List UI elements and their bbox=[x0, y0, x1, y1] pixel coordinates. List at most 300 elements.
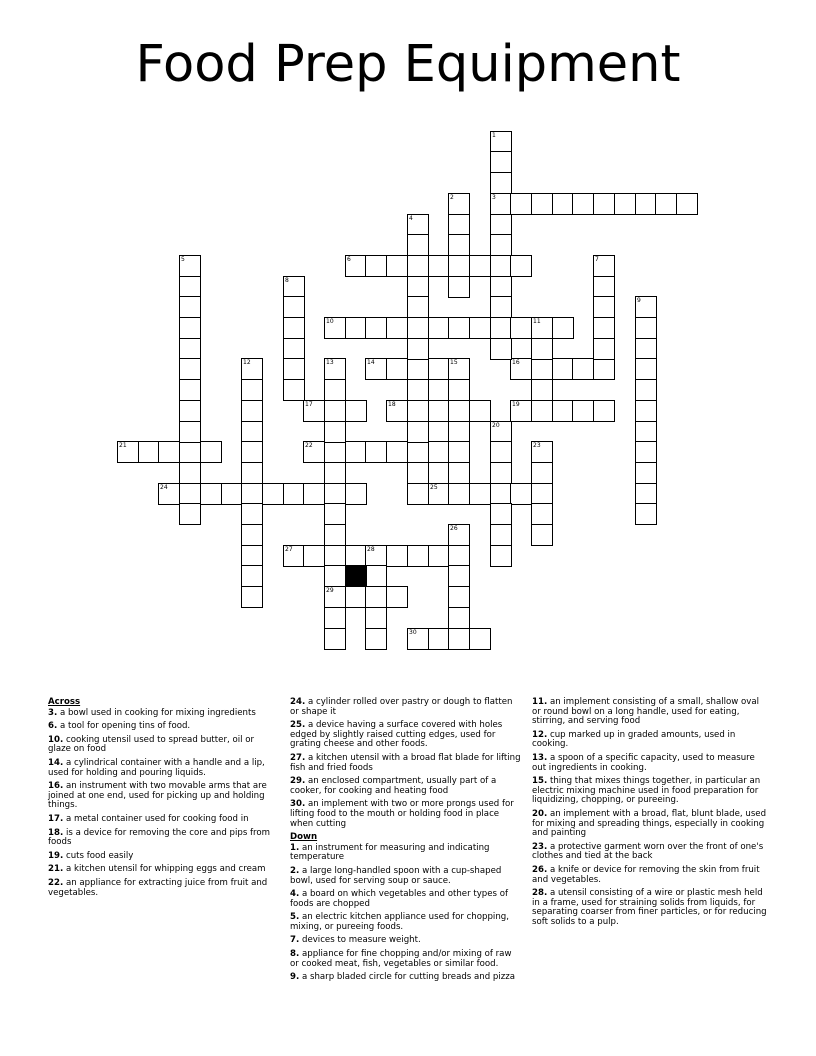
grid-cell[interactable] bbox=[593, 317, 615, 339]
down-clue bbox=[532, 843, 768, 862]
clue-number: 5. bbox=[290, 912, 300, 923]
down-clue bbox=[290, 913, 522, 932]
grid-cell[interactable] bbox=[407, 441, 429, 463]
clue-text: appliance for fine chopping and/or mixing of raw or cooked meat, fish, vegetables or similar food. bbox=[290, 949, 512, 969]
grid-cell[interactable] bbox=[448, 193, 470, 215]
grid-cell[interactable] bbox=[469, 255, 491, 277]
cell-number: 2 bbox=[450, 194, 454, 201]
grid-cell[interactable] bbox=[241, 524, 263, 546]
clues-column-1 bbox=[48, 698, 278, 902]
grid-cell[interactable] bbox=[448, 317, 470, 339]
grid-cell[interactable] bbox=[635, 400, 657, 422]
clue-number: 13. bbox=[532, 752, 548, 763]
cell-number: 11 bbox=[533, 318, 541, 325]
clue-number: 14. bbox=[48, 757, 64, 768]
grid-cell[interactable] bbox=[531, 317, 553, 339]
grid-cell[interactable] bbox=[510, 483, 532, 505]
grid-cell[interactable] bbox=[490, 483, 512, 505]
grid-cell[interactable] bbox=[490, 255, 512, 277]
grid-cell[interactable] bbox=[635, 296, 657, 318]
down-clue bbox=[290, 844, 522, 863]
grid-cell[interactable] bbox=[179, 400, 201, 422]
grid-cell[interactable] bbox=[448, 358, 470, 380]
clue-text: an enclosed compartment, usually part of a cooker, for cooking and heating food bbox=[290, 776, 497, 796]
grid-cell[interactable] bbox=[283, 358, 305, 380]
clue-text: an instrument for measuring and indicating temperature bbox=[290, 842, 490, 863]
grid-cell[interactable] bbox=[241, 400, 263, 422]
grid-cell[interactable] bbox=[572, 193, 594, 215]
grid-cell[interactable] bbox=[345, 441, 367, 463]
grid-cell[interactable] bbox=[614, 193, 636, 215]
down-clue bbox=[290, 867, 522, 886]
clue-text: thing that mixes things together, in particular an electric mixing machine used in food preparation for liquidizing, chopping, or pureeing. bbox=[532, 776, 761, 806]
grid-cell[interactable] bbox=[448, 421, 470, 443]
grid-cell[interactable] bbox=[241, 483, 263, 505]
grid-cell[interactable] bbox=[490, 214, 512, 236]
down-clue-list-1 bbox=[290, 844, 522, 983]
grid-cell[interactable] bbox=[531, 524, 553, 546]
grid-cell[interactable] bbox=[531, 503, 553, 525]
grid-cell[interactable] bbox=[510, 193, 532, 215]
grid-cell[interactable] bbox=[303, 400, 325, 422]
grid-cell[interactable] bbox=[428, 545, 450, 567]
clue-text: cooking utensil used to spread butter, oil or glaze on food bbox=[48, 734, 254, 755]
cell-number: 7 bbox=[595, 256, 599, 263]
grid-cell[interactable] bbox=[490, 193, 512, 215]
clue-text: a metal container used for cooking food in bbox=[65, 813, 249, 824]
down-clue bbox=[532, 866, 768, 885]
grid-cell[interactable] bbox=[428, 255, 450, 277]
grid-cell[interactable] bbox=[158, 441, 180, 463]
across-clue bbox=[290, 698, 522, 717]
grid-cell[interactable] bbox=[531, 379, 553, 401]
grid-cell[interactable] bbox=[365, 565, 387, 587]
cell-number: 22 bbox=[305, 442, 313, 449]
grid-cell[interactable] bbox=[635, 421, 657, 443]
grid-cell[interactable] bbox=[283, 276, 305, 298]
clue-number: 12. bbox=[532, 729, 548, 740]
grid-cell[interactable] bbox=[552, 400, 574, 422]
grid-cell[interactable] bbox=[283, 338, 305, 360]
grid-cell[interactable] bbox=[490, 462, 512, 484]
grid-cell[interactable] bbox=[365, 441, 387, 463]
grid-cell[interactable] bbox=[345, 400, 367, 422]
grid-cell[interactable] bbox=[365, 317, 387, 339]
cell-number: 18 bbox=[388, 401, 396, 408]
cell-number: 29 bbox=[326, 587, 334, 594]
clue-text: a protective garment worn over the front of one's clothes and tied at the back bbox=[532, 841, 764, 862]
grid-cell[interactable] bbox=[324, 524, 346, 546]
clue-text: devices to measure weight. bbox=[301, 935, 421, 946]
grid-cell[interactable] bbox=[386, 586, 408, 608]
grid-cell[interactable] bbox=[365, 628, 387, 650]
clue-number: 22. bbox=[48, 877, 64, 888]
grid-cell[interactable] bbox=[448, 234, 470, 256]
grid-cell[interactable] bbox=[241, 462, 263, 484]
grid-cell[interactable] bbox=[531, 338, 553, 360]
grid-cell[interactable] bbox=[635, 338, 657, 360]
down-heading: Down bbox=[290, 832, 318, 843]
clue-number: 23. bbox=[532, 841, 548, 852]
grid-cell[interactable] bbox=[572, 358, 594, 380]
grid-cell[interactable] bbox=[593, 296, 615, 318]
across-clue bbox=[48, 722, 278, 732]
clue-number: 30. bbox=[290, 799, 306, 810]
grid-cell[interactable] bbox=[407, 317, 429, 339]
grid-cell[interactable] bbox=[552, 358, 574, 380]
across-clue bbox=[48, 815, 278, 825]
grid-cell[interactable] bbox=[428, 483, 450, 505]
clues-column-3 bbox=[532, 698, 768, 931]
grid-cell[interactable] bbox=[365, 255, 387, 277]
grid-cell[interactable] bbox=[179, 483, 201, 505]
cell-number: 19 bbox=[512, 401, 520, 408]
grid-cell[interactable] bbox=[179, 358, 201, 380]
grid-cell[interactable] bbox=[345, 545, 367, 567]
grid-cell[interactable] bbox=[324, 317, 346, 339]
grid-cell[interactable] bbox=[510, 255, 532, 277]
down-clue bbox=[290, 973, 522, 983]
grid-cell[interactable] bbox=[448, 400, 470, 422]
grid-cell[interactable] bbox=[407, 338, 429, 360]
clue-text: an instrument with two movable arms that are joined at one end, used for picking up and holding things. bbox=[48, 781, 267, 811]
grid-cell[interactable] bbox=[531, 483, 553, 505]
grid-cell[interactable] bbox=[428, 400, 450, 422]
grid-cell[interactable] bbox=[386, 255, 408, 277]
cell-number: 5 bbox=[181, 256, 185, 263]
grid-cell[interactable] bbox=[407, 462, 429, 484]
across-clue bbox=[48, 865, 278, 875]
grid-cell[interactable] bbox=[179, 421, 201, 443]
grid-cell[interactable] bbox=[407, 628, 429, 650]
grid-cell[interactable] bbox=[386, 441, 408, 463]
cell-number: 1 bbox=[492, 132, 496, 139]
grid-cell[interactable] bbox=[635, 462, 657, 484]
grid-cell[interactable] bbox=[345, 317, 367, 339]
grid-cell[interactable] bbox=[448, 565, 470, 587]
grid-cell[interactable] bbox=[179, 503, 201, 525]
down-clue bbox=[290, 890, 522, 909]
cell-number: 13 bbox=[326, 359, 334, 366]
clue-number: 9. bbox=[290, 972, 300, 983]
grid-cell[interactable] bbox=[241, 565, 263, 587]
clue-text: an implement with a broad, flat, blunt blade, used for mixing and spreading things, especially in cooking and painting bbox=[532, 808, 767, 839]
grid-cell[interactable] bbox=[676, 193, 698, 215]
grid-cell[interactable] bbox=[365, 586, 387, 608]
grid-cell[interactable] bbox=[635, 379, 657, 401]
grid-cell[interactable] bbox=[283, 379, 305, 401]
grid-cell[interactable] bbox=[531, 441, 553, 463]
down-clue bbox=[290, 950, 522, 969]
grid-cell[interactable] bbox=[365, 545, 387, 567]
cell-number: 9 bbox=[637, 297, 641, 304]
grid-cell[interactable] bbox=[635, 503, 657, 525]
grid-cell[interactable] bbox=[407, 234, 429, 256]
cell-number: 10 bbox=[326, 318, 334, 325]
clue-number: 10. bbox=[48, 734, 64, 745]
clue-text: an electric kitchen appliance used for chopping, mixing, or pureeing foods. bbox=[290, 912, 509, 932]
across-clue bbox=[290, 721, 522, 750]
grid-cell[interactable] bbox=[635, 317, 657, 339]
clue-text: an implement consisting of a small, shallow oval or round bowl on a long handle, used for eating, stirring, and serving food bbox=[532, 697, 760, 727]
clue-text: a tool for opening tins of food. bbox=[59, 721, 191, 732]
grid-cell[interactable] bbox=[490, 234, 512, 256]
grid-cell[interactable] bbox=[407, 255, 429, 277]
clue-number: 2. bbox=[290, 865, 300, 876]
grid-cell[interactable] bbox=[241, 586, 263, 608]
grid-cell[interactable] bbox=[324, 503, 346, 525]
grid-cell[interactable] bbox=[593, 400, 615, 422]
cell-number: 14 bbox=[367, 359, 375, 366]
grid-cell[interactable] bbox=[490, 421, 512, 443]
grid-cell[interactable] bbox=[448, 628, 470, 650]
cell-number: 12 bbox=[243, 359, 251, 366]
grid-cell[interactable] bbox=[490, 131, 512, 153]
grid-cell[interactable] bbox=[448, 607, 470, 629]
grid-cell[interactable] bbox=[324, 379, 346, 401]
clue-number: 28. bbox=[532, 888, 548, 899]
grid-cell[interactable] bbox=[490, 317, 512, 339]
grid-cell[interactable] bbox=[158, 483, 180, 505]
grid-cell[interactable] bbox=[179, 441, 201, 463]
grid-cell[interactable] bbox=[407, 358, 429, 380]
cell-number: 23 bbox=[533, 442, 541, 449]
clue-number: 17. bbox=[48, 813, 64, 824]
across-clue bbox=[48, 759, 278, 778]
grid-cell[interactable] bbox=[200, 483, 222, 505]
clue-number: 21. bbox=[48, 864, 64, 875]
clue-number: 26. bbox=[532, 864, 548, 875]
grid-cell[interactable] bbox=[593, 255, 615, 277]
grid-cell[interactable] bbox=[490, 545, 512, 567]
across-clue-list-2 bbox=[290, 698, 522, 829]
grid-cell[interactable] bbox=[386, 545, 408, 567]
grid-cell[interactable] bbox=[345, 483, 367, 505]
grid-cell[interactable] bbox=[179, 379, 201, 401]
clue-text: a large long-handled spoon with a cup-shaped bowl, used for serving soup or sauce. bbox=[290, 865, 502, 886]
grid-cell[interactable] bbox=[179, 462, 201, 484]
grid-cell[interactable] bbox=[345, 586, 367, 608]
grid-cell[interactable] bbox=[241, 421, 263, 443]
grid-cell[interactable] bbox=[572, 400, 594, 422]
grid-cell[interactable] bbox=[448, 483, 470, 505]
grid-cell[interactable] bbox=[407, 214, 429, 236]
grid-cell[interactable] bbox=[490, 151, 512, 173]
grid-cell[interactable] bbox=[490, 503, 512, 525]
across-clue bbox=[48, 782, 278, 811]
across-clue bbox=[290, 777, 522, 796]
grid-cell[interactable] bbox=[386, 400, 408, 422]
grid-cell[interactable] bbox=[303, 483, 325, 505]
grid-cell[interactable] bbox=[469, 483, 491, 505]
grid-cell[interactable] bbox=[490, 338, 512, 360]
grid-cell[interactable] bbox=[593, 338, 615, 360]
grid-cell[interactable] bbox=[283, 317, 305, 339]
grid-cell[interactable] bbox=[241, 441, 263, 463]
grid-cell[interactable] bbox=[490, 296, 512, 318]
down-clue bbox=[290, 936, 522, 946]
grid-cell[interactable] bbox=[635, 358, 657, 380]
grid-cell[interactable] bbox=[448, 462, 470, 484]
grid-cell[interactable] bbox=[283, 483, 305, 505]
grid-cell[interactable] bbox=[448, 379, 470, 401]
clue-number: 3. bbox=[48, 707, 58, 718]
grid-cell[interactable] bbox=[635, 483, 657, 505]
grid-cell[interactable] bbox=[593, 193, 615, 215]
clue-text: cup marked up in graded amounts, used in cooking. bbox=[532, 729, 736, 750]
grid-cell[interactable] bbox=[324, 441, 346, 463]
clue-text: a cylindrical container with a handle and a lip, used for holding and pouring liquids. bbox=[48, 757, 265, 778]
down-clue bbox=[532, 698, 768, 727]
grid-cell[interactable] bbox=[179, 338, 201, 360]
clue-text: a board on which vegetables and other types of foods are chopped bbox=[290, 889, 509, 909]
grid-cell[interactable] bbox=[531, 193, 553, 215]
grid-cell[interactable] bbox=[324, 421, 346, 443]
grid-cell[interactable] bbox=[407, 276, 429, 298]
grid-cell[interactable] bbox=[221, 483, 243, 505]
clue-text: a spoon of a specific capacity, used to measure out ingredients in cooking. bbox=[532, 752, 755, 773]
grid-cell[interactable] bbox=[324, 462, 346, 484]
down-clue bbox=[532, 810, 768, 839]
grid-cell[interactable] bbox=[469, 628, 491, 650]
cell-number: 24 bbox=[160, 484, 168, 491]
across-clue bbox=[48, 736, 278, 755]
grid-cell[interactable] bbox=[241, 503, 263, 525]
clue-number: 25. bbox=[290, 720, 306, 731]
grid-cell[interactable] bbox=[490, 276, 512, 298]
grid-cell[interactable] bbox=[283, 296, 305, 318]
grid-cell[interactable] bbox=[138, 441, 160, 463]
grid-cell[interactable] bbox=[283, 545, 305, 567]
grid-cell[interactable] bbox=[241, 358, 263, 380]
across-clue bbox=[290, 754, 522, 773]
grid-cell[interactable] bbox=[593, 276, 615, 298]
grid-cell[interactable] bbox=[552, 317, 574, 339]
grid-cell[interactable] bbox=[324, 483, 346, 505]
grid-cell[interactable] bbox=[179, 276, 201, 298]
clue-number: 11. bbox=[532, 697, 548, 707]
grid-cell[interactable] bbox=[407, 400, 429, 422]
down-clue bbox=[532, 777, 768, 806]
grid-cell[interactable] bbox=[531, 400, 553, 422]
clue-number: 27. bbox=[290, 752, 306, 763]
grid-cell[interactable] bbox=[635, 193, 657, 215]
grid-cell[interactable] bbox=[593, 358, 615, 380]
grid-cell[interactable] bbox=[510, 317, 532, 339]
grid-cell[interactable] bbox=[324, 358, 346, 380]
clue-text: a sharp bladed circle for cutting breads and pizza bbox=[301, 972, 516, 983]
grid-cell[interactable] bbox=[448, 586, 470, 608]
grid-cell[interactable] bbox=[510, 400, 532, 422]
cell-number: 27 bbox=[285, 546, 293, 553]
clue-text: cuts food easily bbox=[65, 850, 134, 861]
grid-cell[interactable] bbox=[490, 441, 512, 463]
grid-cell[interactable] bbox=[510, 358, 532, 380]
clue-number: 20. bbox=[532, 808, 548, 819]
grid-cell[interactable] bbox=[179, 296, 201, 318]
grid-cell[interactable] bbox=[324, 400, 346, 422]
clue-number: 29. bbox=[290, 776, 306, 787]
puzzle-title: Food Prep Equipment bbox=[135, 35, 681, 94]
grid-cell[interactable] bbox=[303, 441, 325, 463]
down-clue bbox=[532, 754, 768, 773]
cell-number: 20 bbox=[492, 422, 500, 429]
clue-number: 18. bbox=[48, 827, 64, 838]
grid-cell[interactable] bbox=[386, 317, 408, 339]
grid-cell[interactable] bbox=[448, 214, 470, 236]
clue-text: a bowl used in cooking for mixing ingredients bbox=[59, 707, 256, 718]
grid-cell[interactable] bbox=[324, 628, 346, 650]
grid-cell[interactable] bbox=[200, 441, 222, 463]
grid-cell[interactable] bbox=[635, 441, 657, 463]
across-clue bbox=[48, 852, 278, 862]
grid-cell[interactable] bbox=[531, 358, 553, 380]
grid-cell[interactable] bbox=[531, 462, 553, 484]
clue-number: 6. bbox=[48, 721, 58, 732]
grid-cell[interactable] bbox=[428, 317, 450, 339]
grid-cell[interactable] bbox=[407, 483, 429, 505]
grid-cell[interactable] bbox=[386, 358, 408, 380]
grid-cell[interactable] bbox=[490, 524, 512, 546]
cell-number: 17 bbox=[305, 401, 313, 408]
grid-cell[interactable] bbox=[428, 628, 450, 650]
grid-cell[interactable] bbox=[428, 358, 450, 380]
grid-cell[interactable] bbox=[448, 441, 470, 463]
grid-cell[interactable] bbox=[179, 317, 201, 339]
grid-cell[interactable] bbox=[469, 400, 491, 422]
grid-cell[interactable] bbox=[365, 607, 387, 629]
grid-cell[interactable] bbox=[428, 441, 450, 463]
grid-cell[interactable] bbox=[241, 379, 263, 401]
clue-text: is a device for removing the core and pips from foods bbox=[48, 827, 271, 848]
cell-number: 16 bbox=[512, 359, 520, 366]
grid-cell[interactable] bbox=[469, 317, 491, 339]
grid-cell[interactable] bbox=[303, 545, 325, 567]
across-clue bbox=[290, 800, 522, 829]
grid-cell[interactable] bbox=[262, 483, 284, 505]
across-heading: Across bbox=[48, 697, 81, 707]
grid-cell[interactable] bbox=[179, 255, 201, 277]
grid-cell[interactable] bbox=[490, 172, 512, 194]
grid-cell[interactable] bbox=[655, 193, 677, 215]
across-clue bbox=[48, 879, 278, 898]
grid-cell[interactable] bbox=[448, 276, 470, 298]
grid-cell[interactable] bbox=[365, 358, 387, 380]
clue-number: 7. bbox=[290, 935, 300, 946]
grid-cell[interactable] bbox=[324, 565, 346, 587]
clue-number: 4. bbox=[290, 889, 300, 900]
across-clue bbox=[48, 829, 278, 848]
grid-cell[interactable] bbox=[241, 545, 263, 567]
grid-cell[interactable] bbox=[117, 441, 139, 463]
grid-cell[interactable] bbox=[345, 255, 367, 277]
cell-number: 3 bbox=[492, 194, 496, 201]
cell-number: 8 bbox=[285, 277, 289, 284]
grid-cell[interactable] bbox=[324, 545, 346, 567]
grid-cell[interactable] bbox=[324, 607, 346, 629]
grid-cell[interactable] bbox=[448, 255, 470, 277]
down-clue-list-2 bbox=[532, 698, 768, 927]
grid-cell[interactable] bbox=[324, 586, 346, 608]
grid-cell[interactable] bbox=[552, 193, 574, 215]
grid-cell[interactable] bbox=[407, 296, 429, 318]
grid-cell[interactable] bbox=[407, 545, 429, 567]
grid-cell[interactable] bbox=[448, 545, 470, 567]
down-clue bbox=[532, 889, 768, 927]
grid-cell[interactable] bbox=[407, 379, 429, 401]
grid-cell[interactable] bbox=[407, 421, 429, 443]
grid-cell[interactable] bbox=[448, 524, 470, 546]
